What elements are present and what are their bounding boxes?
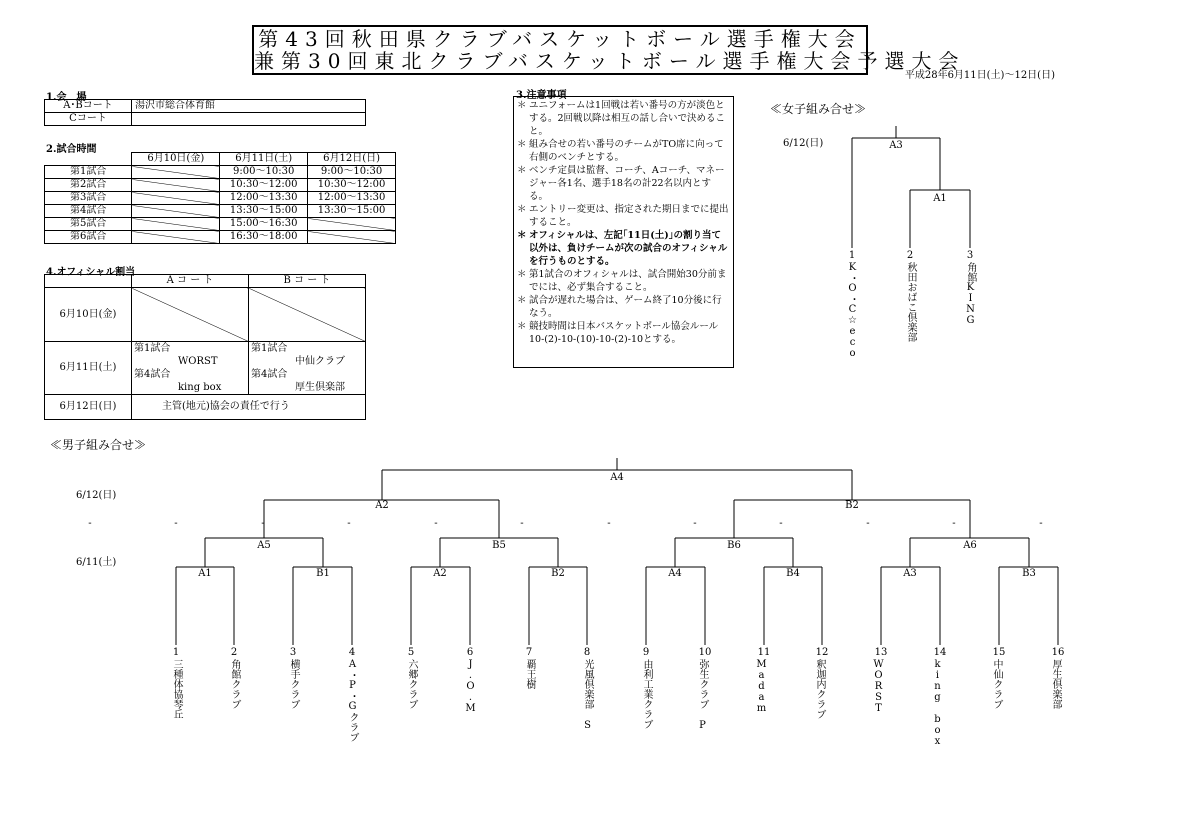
dash: -: [1039, 518, 1043, 529]
note-item: ＊ ユニフォームは1回戦は若い番号の方が淡色とする。2回戦以降は相互の話し合いで決めること。: [517, 100, 726, 137]
men-first: A3: [903, 568, 917, 579]
men-team: 5 六郷クラブ: [406, 647, 417, 709]
date-range: 平成28年6月11日(土)～12日(日): [904, 70, 1055, 81]
men-team: 8 光風倶楽部 S: [582, 647, 593, 731]
women-heading: ≪女子組み合せ≫: [770, 102, 867, 116]
women-game-semi: A1: [933, 193, 947, 204]
officials-heading: 4.オフィシャル割当: [46, 267, 136, 278]
officials-date: 6月11日(土): [45, 342, 132, 395]
times-cell: 16:30～18:00: [220, 231, 308, 244]
men-quarter: A5: [257, 540, 271, 551]
times-cell: 9:00～10:30: [308, 166, 396, 179]
times-game: 第5試合: [45, 218, 132, 231]
men-quarter: A6: [963, 540, 977, 551]
dash: -: [693, 518, 697, 529]
times-cell: 13:30～15:00: [308, 205, 396, 218]
men-quarter: B5: [492, 540, 506, 551]
officials-note: 主管(地元)協会の責任で行う: [132, 395, 366, 420]
times-cell: 12:00～13:30: [220, 192, 308, 205]
dash: -: [779, 518, 783, 529]
official-a1-label: 第1試合: [134, 343, 171, 354]
dash: -: [434, 518, 438, 529]
dash: -: [261, 518, 265, 529]
women-date: 6/12(日): [783, 138, 824, 149]
men-team: 13 WORST: [873, 647, 888, 714]
notes-heading: 3.注意事項: [516, 90, 567, 101]
men-team: 3 横手クラブ: [288, 647, 299, 709]
times-game: 第1試合: [45, 166, 132, 179]
times-heading: 2.試合時間: [46, 144, 97, 155]
venue-heading: 1.会 場: [46, 92, 87, 103]
men-first: B1: [316, 568, 330, 579]
men-first: A2: [433, 568, 447, 579]
times-cell: 13:30～15:00: [220, 205, 308, 218]
men-team: 1 三種体協琴丘: [171, 647, 182, 719]
official-b4-label: 第4試合: [251, 369, 288, 380]
official-a4-label: 第4試合: [134, 369, 171, 380]
women-team: 2 秋田おばこ倶楽部: [905, 250, 916, 342]
dash: -: [88, 518, 92, 529]
women-team: 3 角館KING: [965, 250, 976, 326]
men-date-first: 6/11(土): [76, 557, 117, 568]
men-team: 7 覇王樹: [524, 647, 535, 689]
times-game: 第4試合: [45, 205, 132, 218]
note-item: ＊ ベンチ定員は監督、コーチ、Aコーチ、マネージャー各1名、選手18名の計22名以内とする。: [517, 165, 725, 202]
men-team: 15 中仙クラブ: [991, 647, 1006, 709]
venue-court: A･Bコート: [45, 100, 132, 113]
women-game-top: A3: [889, 140, 903, 151]
men-first: B4: [786, 568, 800, 579]
men-first: A1: [198, 568, 212, 579]
times-cell: 15:00～16:30: [220, 218, 308, 231]
men-first: B3: [1022, 568, 1036, 579]
men-team: 9 由利工業クラブ: [641, 647, 652, 729]
times-cell: 10:30～12:00: [220, 179, 308, 192]
men-first: A4: [668, 568, 682, 579]
official-b1-team: 中仙クラブ: [295, 356, 345, 367]
dash: -: [866, 518, 870, 529]
men-semi: A2: [375, 500, 389, 511]
times-game: 第3試合: [45, 192, 132, 205]
times-day: 6月10日(金): [132, 153, 220, 166]
title-line-1: 第43回秋田県クラブバスケットボール選手権大会: [258, 27, 862, 51]
official-b1-label: 第1試合: [251, 343, 288, 354]
dash: -: [520, 518, 524, 529]
dash: -: [952, 518, 956, 529]
official-b4-team: 厚生倶楽部: [295, 382, 345, 393]
times-day: 6月11日(土): [220, 153, 308, 166]
women-team: 1 K・O・C☆eco: [847, 250, 858, 359]
officials-court-a: A コ ー ト: [132, 275, 249, 288]
officials-court-b: B コ ー ト: [249, 275, 366, 288]
note-item: ＊ 試合が遅れた場合は、ゲーム終了10分後に行なう。: [517, 295, 722, 319]
venue-court: Cコート: [45, 113, 132, 126]
men-final: A4: [610, 472, 624, 483]
men-date-final: 6/12(日): [76, 490, 117, 501]
official-a4-team: king box: [178, 382, 222, 393]
title-line-2: 兼第30回東北クラブバスケットボール選手権大会予選大会: [254, 49, 966, 73]
men-semi: B2: [845, 500, 859, 511]
men-team: 16 厚生倶楽部: [1050, 647, 1065, 709]
times-cell: 10:30～12:00: [308, 179, 396, 192]
official-a1-team: WORST: [178, 356, 218, 367]
officials-date: 6月12日(日): [45, 395, 132, 420]
men-team: 14 king box: [932, 647, 947, 747]
times-game: 第2試合: [45, 179, 132, 192]
men-heading: ≪男子組み合せ≫: [50, 438, 147, 452]
note-item-bold: ＊ オフィシャルは、左記｢11日(土)｣の割り当て以外は、負けチームが次の試合のオフィシャルを行うものとする。: [517, 230, 728, 267]
men-quarter: B6: [727, 540, 741, 551]
men-team: 6 J.O.M: [465, 647, 476, 714]
officials-date: 6月10日(金): [45, 288, 132, 342]
note-item: ＊ 競技時間は日本バスケットボール協会ルール10-(2)-10-(10)-10-(2)-10とする。: [517, 321, 719, 345]
dash: -: [347, 518, 351, 529]
times-cell: 9:00～10:30: [220, 166, 308, 179]
times-cell: 12:00～13:30: [308, 192, 396, 205]
venue-place: 湯沢市総合体育館: [132, 100, 366, 113]
note-item: ＊ 組み合せの若い番号のチームがTO席に向って右側のベンチとする。: [517, 139, 724, 163]
men-team: 11 Madam: [756, 647, 771, 714]
men-team: 2 角館クラブ: [229, 647, 240, 709]
times-day: 6月12日(日): [308, 153, 396, 166]
dash: -: [607, 518, 611, 529]
dash: -: [174, 518, 178, 529]
times-game: 第6試合: [45, 231, 132, 244]
men-team: 12 釈迦内クラブ: [814, 647, 829, 719]
note-item: ＊ エントリー変更は、指定された期日までに提出すること。: [517, 204, 729, 228]
men-first: B2: [551, 568, 565, 579]
note-item: ＊ 第1試合のオフィシャルは、試合開始30分前までには、必ず集合すること。: [517, 269, 727, 293]
men-team: 10 弥生クラブ P: [697, 647, 712, 731]
men-team: 4 A・P・Gクラブ: [347, 647, 358, 742]
